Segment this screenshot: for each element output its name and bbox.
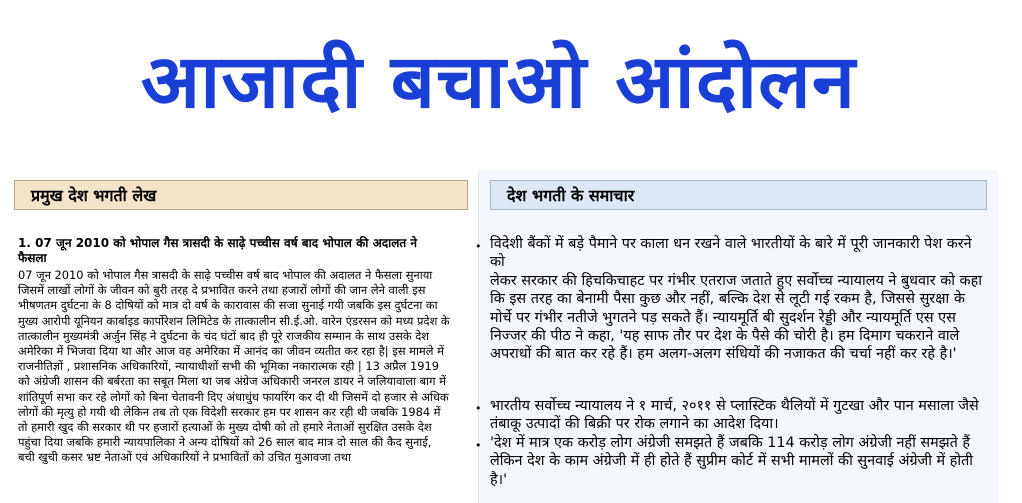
site-title: आजादी बचाओ आंदोलन <box>140 39 857 125</box>
bullet-icon: • <box>475 402 482 415</box>
news-header: देश भगती के समाचार <box>490 180 987 210</box>
featured-articles-header: प्रमुख देश भगती लेख <box>14 180 468 210</box>
bullet-icon: • <box>475 439 482 452</box>
site-banner <box>0 0 997 171</box>
featured-articles-panel <box>0 170 478 503</box>
news-text: 'देश में मात्र एक करोड़ लोग अंग्रेजी समझते हैं जबकि 114 करोड़ लोग अंग्रेजी नहीं समझते हैं लेकिन देश के काम अंग्रेजी में ही होते हैं सुप्रीम कोर्ट में सभी मामलों की सुनवाई अंग्रेजी में होती है।' <box>490 435 974 488</box>
news-panel <box>475 170 998 503</box>
article-title-link[interactable]: 1. 07 जून 2010 को भोपाल गैस त्रासदी के साढ़े पच्चीस वर्ष बाद भोपाल की अदालत ने फैसला <box>18 236 418 265</box>
news-text: भारतीय सर्वोच्च न्यायालय ने १ मार्च, २०११ से प्लास्टिक थैलियों में गुटखा और पान मसाला जैसे तंबाकू उत्पादों की बिक्री पर रोक लगाने का आदेश दिया। <box>490 398 979 433</box>
article-body: 07 जून 2010 को भोपाल गैस त्रासदी के साढ़े पच्चीस वर्ष बाद भोपाल की अदालत ने फैसला सुनाया जिसमें लाखों लोगों के जीवन को बुरी तरह दे प्रभावित करने तथा हजारों लोगों की जान लेने वाली इस भीषणतम दुर्घटना के 8 दोषियों को मात्र दो वर्ष के कारावास की सजा सुनाई गयी जबकि इस दुर्घटना का मुख्य आरोपी यूनियन कार्बाइड कार्पोरेशन लिमिटेड के तात्कालीन सी.ई.ओ. वारेन एंडरसन को मध्य प्रदेश के तात्कालीन मुख्यमंत्री अर्जुन सिंह ने दुर्घटना के चंद घंटों बाद ही पूरे राजकीय सम्मान के साथ उसके देश अमेरिका में भिजवा दिया था और आज वह अमेरिका में आनंद का जीवन व्यतीत कर रहा है| इस मामले में राजनीतिज्ञों , प्रशासनिक अधिकारियों, न्यायाधीशों सभी की भूमिका नकारात्मक रही | 13 अप्रैल 1919 को अंग्रेजी शासन की बर्बरता का सबूत मिला था जब अंग्रेज अधिकारी जनरल डायर ने जलियावाला बाग में शांतिपूर्ण सभा कर रहे लोगों को बिना चेतावनी दिए अंधाधुंध फायरिंग कर दी थी जिसमें दो हजार से अधिक लोगों की मृत्यु हो गयी थी लेकिन तब तो एक विदेशी सरकार हम पर शासन कर रही थी जबकि 1984 में तो हमारी खुद की सरकार थी पर हजारों हत्याओं के मुख्य दोषी को तो हमारे नेताओं सुरक्षित उसके देश पहुंचा दिया जबकि हमारी न्यायपालिका ने अन्य दोषियों को 26 साल बाद मात्र दो साल की कैद सुनाई, बची खुची कसर भ्रष्ट नेताओं एवं अधिकारियों ने प्रभावितों को उचित मुआवजा तथा <box>18 268 450 465</box>
news-text: विदेशी बैंकों में बड़े पैमाने पर काला धन रखने वाले भारतीयों के बारे में पूरी जानकारी पेश करने को लेकर सरकार की हिचकिचाहट पर गंभीर एतराज जताते हुए सर्वोच्च न्यायालय ने बुधवार को कहा कि इस तरह का बेनामी पैसा कुछ और नहीं, बल्कि देश से लूटी गई रकम है, जिससे सुरक्षा के मोर्चे पर गंभीर नतीजे भुगतने पड़ सकते हैं। न्यायमूर्ति बी सुदर्शन रेड्डी और न्यायमूर्ति एस एस निज्जर की पीठ ने कहा, 'यह साफ तौर पर देश के पैसे की चोरी है। हम दिमाग चकराने वाले अपराधों की बात कर रहे हैं। हम अलग-अलग संधियों की नजाकत की चर्चा नहीं कर रहे है।' <box>490 236 982 363</box>
bullet-icon: • <box>475 240 482 253</box>
